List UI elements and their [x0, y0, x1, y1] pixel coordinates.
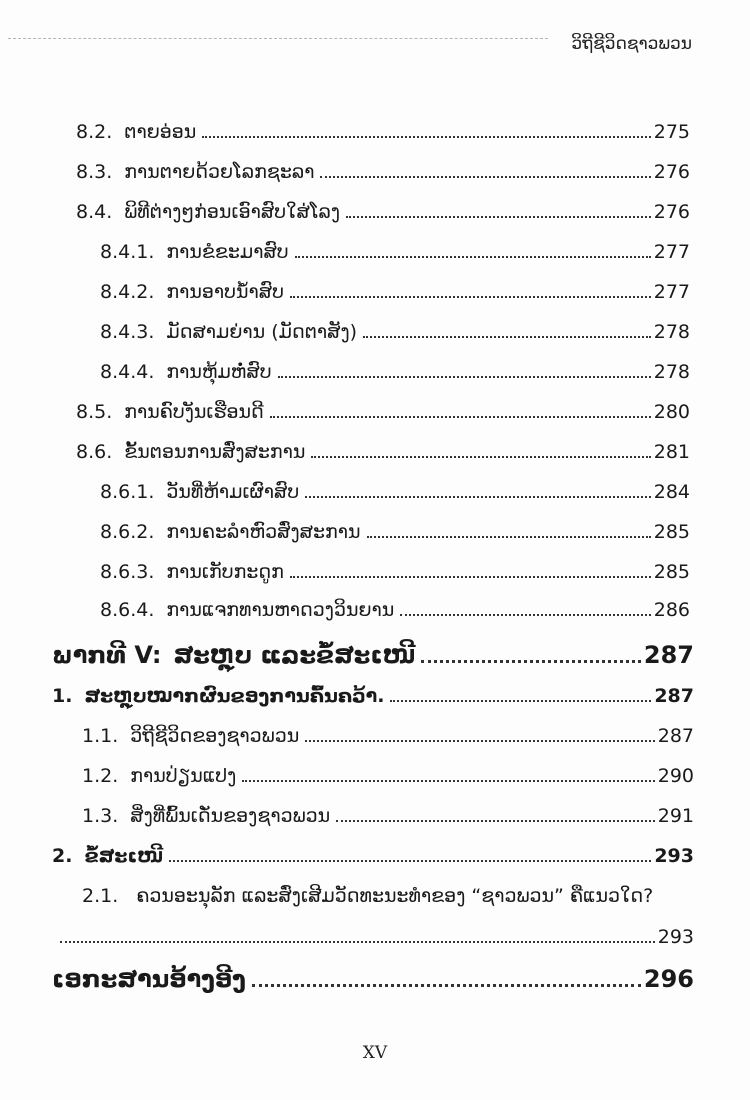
- toc-entry-part-v: [52, 640, 694, 670]
- toc-title: ພິທີຕ່າງໆກ່ອນເອົາສົບໃສ່ໂລງ: [124, 201, 341, 223]
- toc-entry-2-1-continuation: [60, 925, 694, 949]
- dot-leader: [367, 536, 651, 538]
- toc-number: 8.3.: [76, 161, 113, 183]
- toc-entry-8-4: [76, 200, 690, 224]
- toc-number: 2.1.: [82, 885, 119, 907]
- toc-title: ມັດສາມຍ່ານ (ມັດຕາສັງ): [166, 321, 358, 343]
- page-folio: XV: [362, 1043, 388, 1063]
- toc-number: 2.: [52, 845, 73, 867]
- toc-page-number: 296: [643, 965, 694, 993]
- toc-entry-8-2: [76, 120, 690, 144]
- toc-number: 8.4.1.: [100, 241, 155, 263]
- toc-title: ວິຖີຊີວິດຂອງຊາວພວນ: [130, 725, 300, 747]
- toc-entry-8-3: [76, 160, 690, 184]
- toc-number: 1.2.: [82, 765, 119, 787]
- toc-entry-8-4-2: [100, 280, 690, 304]
- toc-entry-2: [52, 844, 694, 868]
- dot-leader: [336, 820, 655, 822]
- toc-page-number: 278: [653, 361, 690, 383]
- toc-title: ການຂໍຂະມາສົບ: [166, 241, 289, 263]
- toc-entry-1: [52, 684, 694, 708]
- toc-page-number: 275: [653, 121, 690, 143]
- toc-number: 8.4.3.: [100, 321, 155, 343]
- toc-number: 8.4.2.: [100, 281, 155, 303]
- toc-title: ການຄະລຳຫົວສົ່ງສະການ: [166, 521, 361, 543]
- toc-entry-references: [52, 964, 694, 994]
- toc-entry-8-5: [76, 400, 690, 424]
- running-title: ວິຖີຊີວິດຊາວພວນ: [571, 34, 692, 54]
- dot-leader: [290, 296, 651, 298]
- toc-entry-8-4-3: [100, 320, 690, 344]
- dot-leader: [60, 941, 655, 943]
- toc-entry-1-2: [82, 764, 694, 788]
- toc-title: ການຫຸ້ມຫໍ່ສົບ: [166, 361, 272, 383]
- toc-number: 8.6.4.: [100, 599, 155, 621]
- toc-number: ພາກທີ V:: [52, 641, 162, 669]
- toc-page-number: 293: [657, 926, 694, 948]
- toc-title: ການຄົບງັນເຮືອນດີ: [124, 401, 264, 423]
- dot-leader: [305, 496, 650, 498]
- toc-number: 1.: [52, 685, 73, 707]
- header-rule: [8, 38, 548, 39]
- toc-title: ເອກະສານອ້າງອີງ: [52, 965, 246, 993]
- toc-entry-2-1: [82, 884, 653, 908]
- toc-number: 8.4.: [76, 201, 113, 223]
- toc-page-number: 285: [653, 521, 690, 543]
- dot-leader: [363, 336, 651, 338]
- toc-entry-1-1: [82, 724, 694, 748]
- toc-entry-8-4-1: [100, 240, 690, 264]
- toc-entry-8-6-2: [100, 520, 690, 544]
- toc-entry-8-6: [76, 440, 690, 464]
- dot-leader: [421, 660, 640, 663]
- toc-number: 8.2.: [76, 121, 113, 143]
- toc-page-number: 286: [653, 599, 690, 621]
- toc-page-number: 287: [643, 641, 694, 669]
- dot-leader: [278, 376, 651, 378]
- toc-title: ຂໍ້ສະເໜີ: [84, 845, 164, 867]
- toc-page-number: 290: [657, 765, 694, 787]
- toc-entry-8-6-1: [100, 480, 690, 504]
- toc-title: ການອາບນ້ຳສົບ: [166, 281, 285, 303]
- toc-title: ສະຫຼຸບ ແລະຂໍ້ສະເໜີ: [173, 641, 416, 669]
- toc-number: 8.5.: [76, 401, 113, 423]
- toc-title: ຕາຍອ່ອນ: [124, 121, 197, 143]
- toc-page-number: 278: [653, 321, 690, 343]
- toc-page-number: 276: [653, 161, 690, 183]
- toc-page-number: 281: [653, 441, 690, 463]
- toc-page-number: 284: [653, 481, 690, 503]
- dot-leader: [290, 576, 651, 578]
- toc-title: ສະຫຼຸບໝາກຜົນຂອງການຄົ້ນຄວ້າ.: [84, 685, 385, 707]
- toc-title: ວັນທີ່ຫ້າມເຜົາສົບ: [166, 481, 300, 503]
- toc-title: ການແຈກທານຫາດວງວິນຍານ: [166, 599, 395, 621]
- toc-page-number: 276: [653, 201, 690, 223]
- toc-title: ການປ່ຽນແປງ: [130, 765, 237, 787]
- dot-leader: [346, 216, 651, 218]
- toc-page-number: 287: [654, 685, 694, 707]
- toc-number: 8.6.: [76, 441, 113, 463]
- toc-title: ການຕາຍດ້ວຍໂລກຊະລາ: [124, 161, 315, 183]
- dot-leader: [295, 256, 651, 258]
- dot-leader: [169, 860, 651, 862]
- toc-page-number: 291: [657, 805, 694, 827]
- toc-page-number: 277: [653, 241, 690, 263]
- dot-leader: [390, 700, 651, 702]
- toc-number: 1.3.: [82, 805, 119, 827]
- toc-page-number: 287: [657, 725, 694, 747]
- dot-leader: [270, 416, 651, 418]
- dot-leader: [242, 780, 654, 782]
- toc-number: 1.1.: [82, 725, 119, 747]
- toc-entry-1-3: [82, 804, 694, 828]
- toc-entry-8-6-3: [100, 560, 690, 584]
- toc-number: 8.4.4.: [100, 361, 155, 383]
- toc-page-number: 285: [653, 561, 690, 583]
- toc-page-number: 293: [654, 845, 694, 867]
- dot-leader: [400, 614, 650, 616]
- toc-number: 8.6.3.: [100, 561, 155, 583]
- dot-leader: [305, 740, 654, 742]
- dot-leader: [202, 136, 650, 138]
- toc-entry-8-4-4: [100, 360, 690, 384]
- dot-leader: [252, 984, 641, 987]
- dot-leader: [320, 176, 650, 178]
- dot-leader: [311, 456, 650, 458]
- toc-title: ຂັ້ນຕອນການສົ່ງສະການ: [124, 441, 306, 463]
- toc-page-number: 280: [653, 401, 690, 423]
- toc-title: ສິ່ງທີ່ພົ້ນເດັ່ນຂອງຊາວພວນ: [130, 805, 331, 827]
- toc-page-number: 277: [653, 281, 690, 303]
- toc-number: 8.6.2.: [100, 521, 155, 543]
- toc-entry-8-6-4: [100, 598, 690, 622]
- toc-title: ການເກັບກະດູກ: [166, 561, 284, 583]
- toc-title: ຄວນອະນຸລັກ ແລະສົ່ງເສີມວັດທະນະທຳຂອງ “ຊາວພວນ” ຄືແນວໃດ?: [136, 885, 654, 907]
- toc-number: 8.6.1.: [100, 481, 155, 503]
